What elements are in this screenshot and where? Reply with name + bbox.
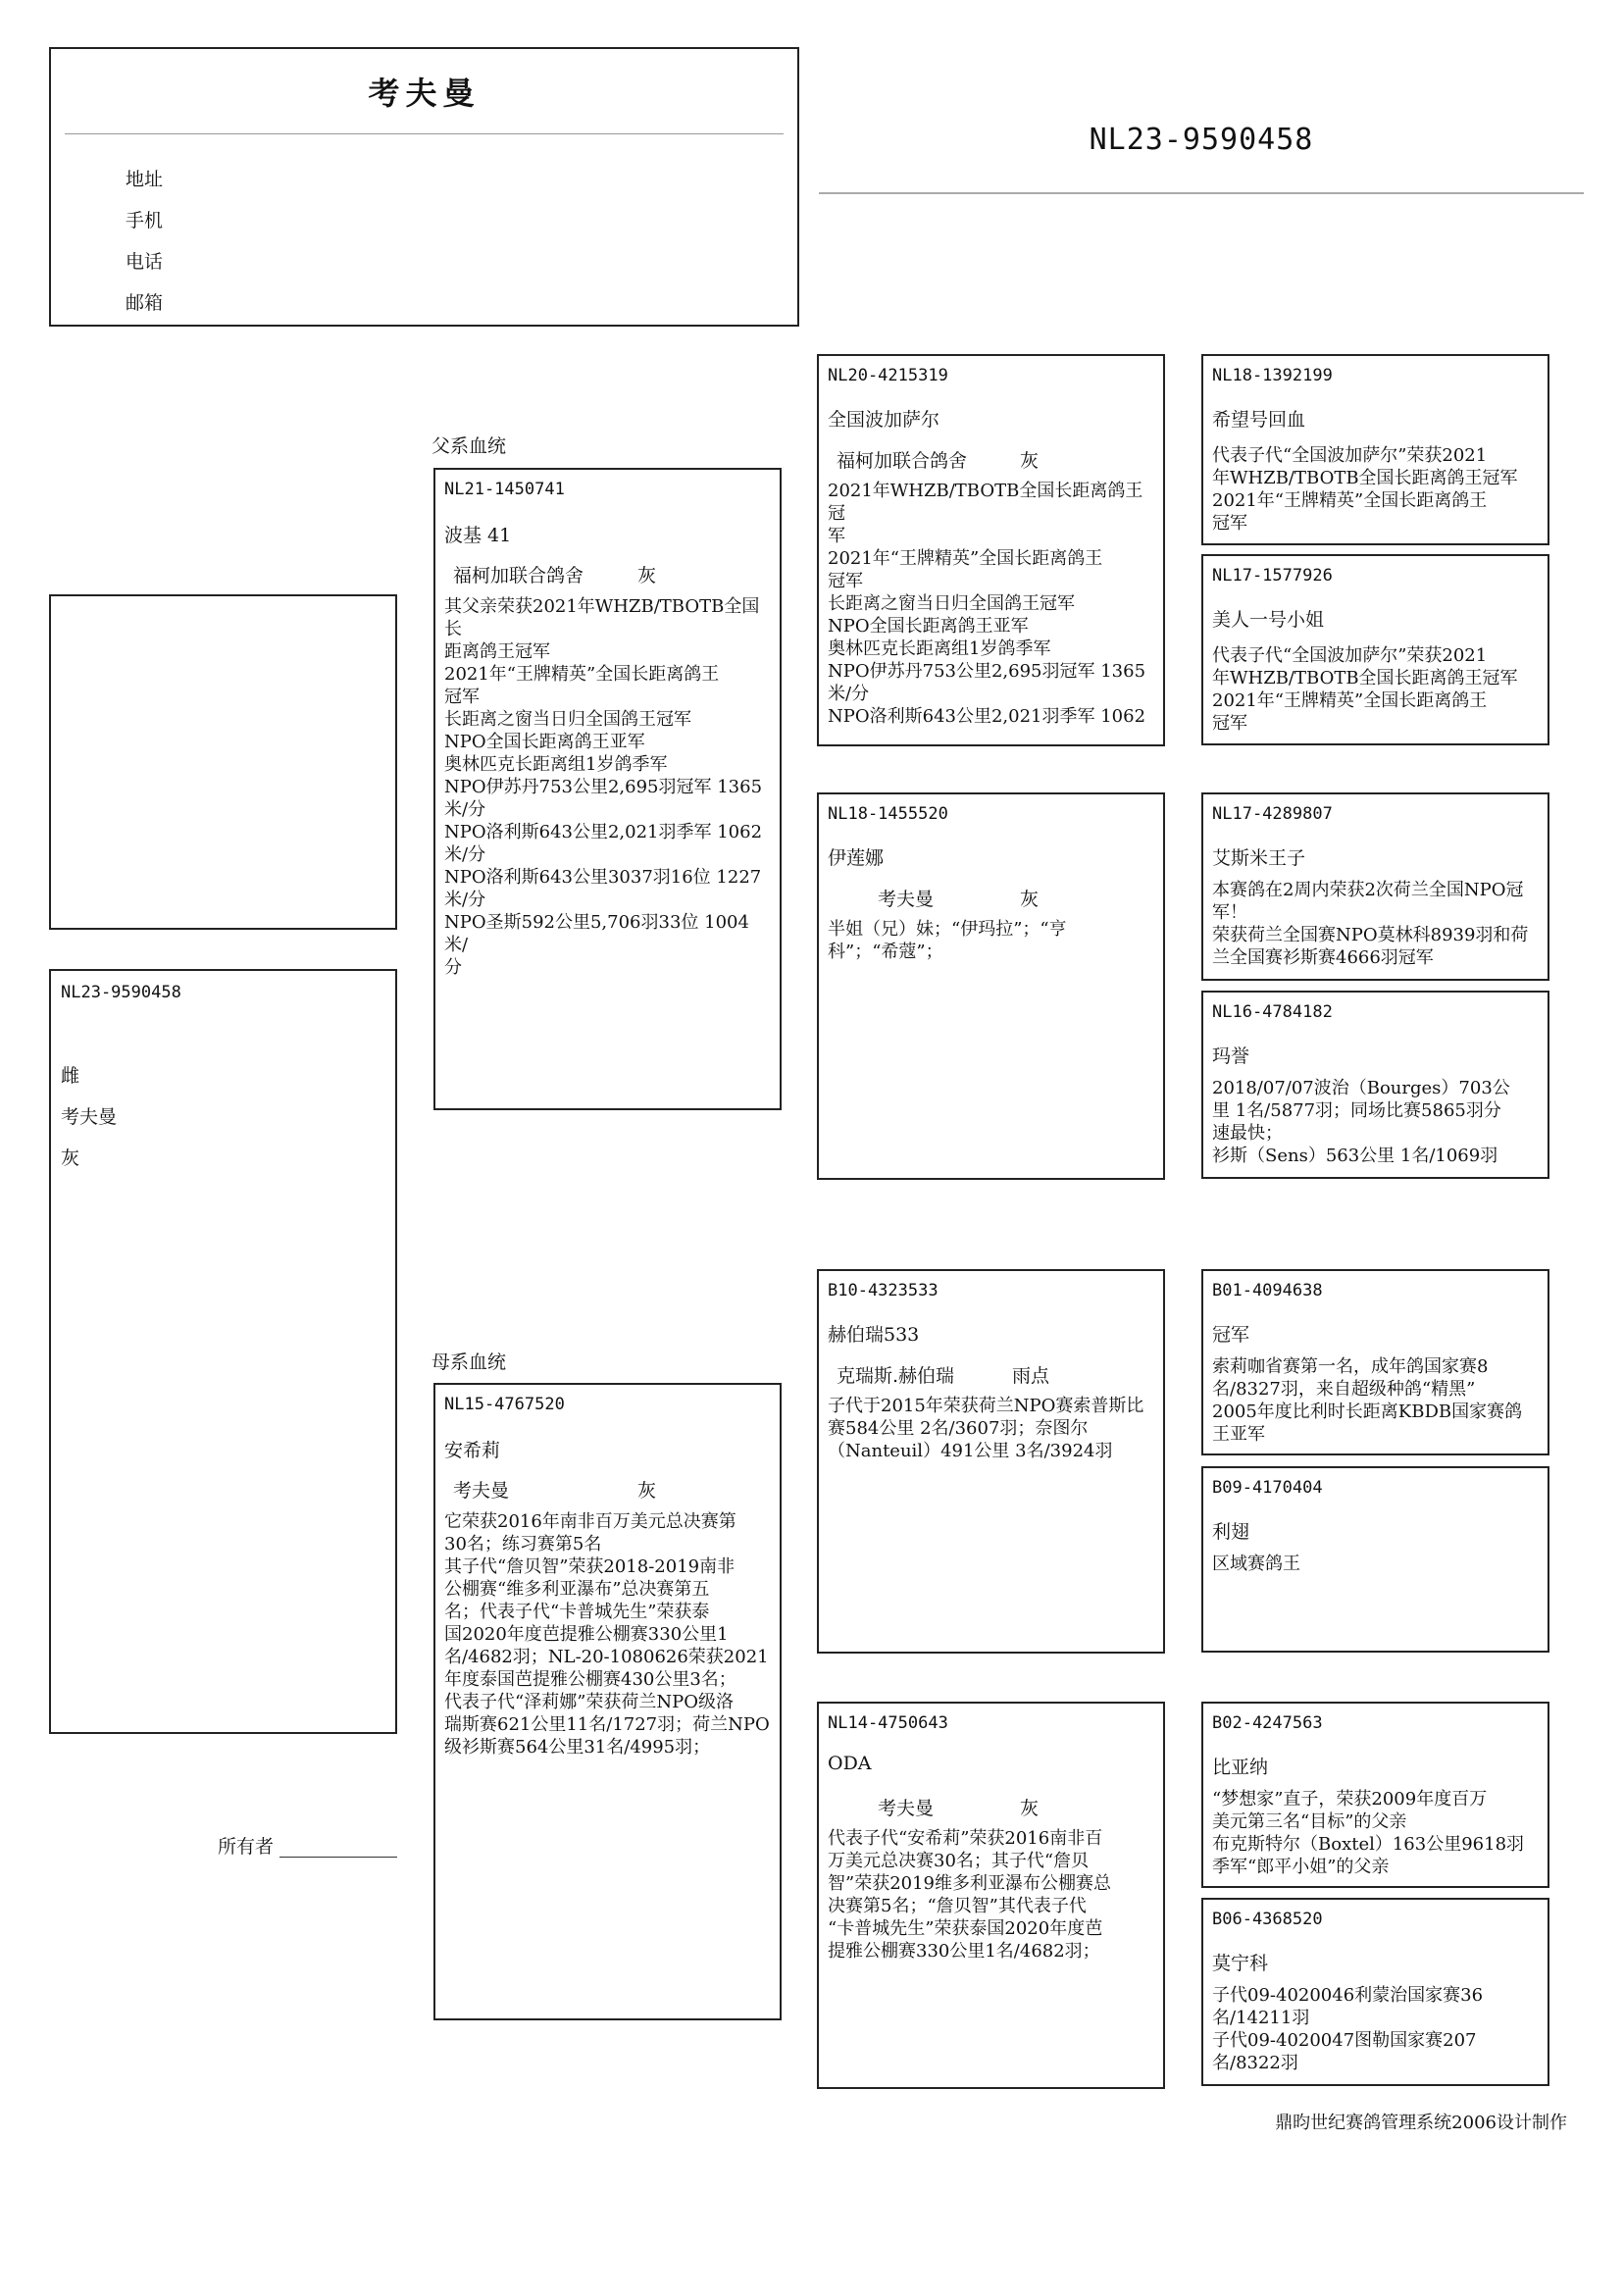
dam-sire-card bbox=[817, 1269, 1165, 1654]
ddd-description: 子代09-4020046利蒙治国家赛36 名/14211羽 子代09-4020047图勒国家赛207 名/8322羽 bbox=[1212, 1985, 1484, 2073]
dam-dam-sire-card bbox=[1201, 1702, 1549, 1888]
dam-sire-ring: B10-4323533 bbox=[828, 1281, 939, 1300]
sire-dam-description: 半姐（兄）妹；“伊玛拉”；“亨 科”；“希蔻”； bbox=[828, 919, 1067, 962]
dam-card bbox=[433, 1383, 782, 2020]
sire-sire-card bbox=[817, 354, 1165, 746]
dam-sire-loft: 克瑞斯.赫伯瑞 bbox=[837, 1365, 955, 1387]
sire-loft: 福柯加联合鸽舍 bbox=[453, 565, 584, 586]
subject-breeder: 考夫曼 bbox=[61, 1106, 118, 1128]
dam-line-label: 母系血统 bbox=[431, 1351, 507, 1373]
dsd-description: 区域赛鸽王 bbox=[1212, 1554, 1300, 1574]
sire-color: 灰 bbox=[637, 565, 657, 586]
subject-color: 灰 bbox=[61, 1147, 80, 1169]
sire-ring: NL21-1450741 bbox=[444, 480, 565, 499]
sire-dam-color: 灰 bbox=[1020, 889, 1040, 910]
sire-sire-ring: NL20-4215319 bbox=[828, 366, 948, 385]
title-divider bbox=[819, 192, 1584, 194]
dam-dam-description: 代表子代“安希莉”荣获2016南非百 万美元总决赛30名；其子代“詹贝 智”荣获2019维多利亚瀑布公棚赛总 决赛第5名；“詹贝智”其代表子代 “卡普城先生”荣获泰国2020年度芭 提雅公棚赛330公里1名/4682羽； bbox=[828, 1828, 1112, 1962]
sire-sire-sire-card bbox=[1201, 354, 1549, 545]
owner-label: 所有者 bbox=[218, 1836, 275, 1858]
sire-sire-color: 灰 bbox=[1020, 450, 1040, 472]
dam-dam-dam-card bbox=[1201, 1898, 1549, 2086]
sdd-description: 2018/07/07波治（Bourges）703公 里 1名/5877羽；同场比赛5865羽分 速最快； 衫斯（Sens）563公里 1名/1069羽 bbox=[1212, 1078, 1510, 1166]
address-label: 地址 bbox=[126, 169, 164, 190]
sire-dam-card bbox=[817, 792, 1165, 1180]
owner-signature-line bbox=[279, 1857, 397, 1858]
sss-name: 希望号回血 bbox=[1212, 409, 1306, 431]
dds-name: 比亚纳 bbox=[1212, 1757, 1269, 1778]
dss-description: 索莉咖省赛第一名，成年鸽国家赛8 名/8327羽，来自超级种鸽“精黑” 2005年度比利时长距离KBDB国家赛鸽 王亚军 bbox=[1212, 1356, 1523, 1445]
dds-ring: B02-4247563 bbox=[1212, 1713, 1323, 1733]
sdd-name: 玛誉 bbox=[1212, 1045, 1250, 1067]
subject-card bbox=[49, 969, 397, 1734]
subject-sex: 雌 bbox=[61, 1065, 80, 1087]
dsd-ring: B09-4170404 bbox=[1212, 1478, 1323, 1498]
sds-description: 本赛鸽在2周内荣获2次荷兰全国NPO冠 军！ 荣获荷兰全国赛NPO莫林科8939羽和荷 兰全国赛衫斯赛4666羽冠军 bbox=[1212, 880, 1529, 968]
dam-dam-color: 灰 bbox=[1020, 1798, 1040, 1819]
dam-name: 安希莉 bbox=[444, 1440, 501, 1461]
phone-label: 电话 bbox=[126, 251, 164, 273]
header-divider bbox=[65, 133, 784, 134]
sire-sire-name: 全国波加萨尔 bbox=[828, 409, 940, 431]
dam-dam-loft: 考夫曼 bbox=[878, 1798, 935, 1819]
sire-sire-loft: 福柯加联合鸽舍 bbox=[837, 450, 968, 472]
dsd-name: 利翅 bbox=[1212, 1521, 1250, 1543]
sire-dam-loft: 考夫曼 bbox=[878, 889, 935, 910]
mobile-label: 手机 bbox=[126, 210, 164, 231]
dss-name: 冠军 bbox=[1212, 1324, 1250, 1346]
sire-sire-description: 2021年WHZB/TBOTB全国长距离鸽王冠 军 2021年“王牌精英”全国长距离鸽王 冠军 长距离之窗当日归全国鸽王冠军 NPO全国长距离鸽王亚军 奥林匹克长距离组1岁鸽季军 NPO伊苏丹753公里2,695羽冠军 1365 米/分 NPO洛利斯643公里2,021羽季军 1062 bbox=[828, 481, 1146, 727]
dam-sire-color: 雨点 bbox=[1012, 1365, 1050, 1387]
dam-sire-dam-card bbox=[1201, 1466, 1549, 1653]
dam-sire-sire-card bbox=[1201, 1269, 1549, 1455]
dds-description: “梦想家”直子，荣获2009年度百万 美元第三名“目标”的父亲 布克斯特尔（Boxtel）163公里9618羽 季军“郎平小姐”的父亲 bbox=[1212, 1789, 1525, 1877]
sdd-ring: NL16-4784182 bbox=[1212, 1002, 1333, 1022]
dam-loft: 考夫曼 bbox=[453, 1480, 510, 1502]
sds-ring: NL17-4289807 bbox=[1212, 804, 1333, 824]
ddd-name: 莫宁科 bbox=[1212, 1953, 1269, 1974]
footer-credit: 鼎昀世纪赛鸽管理系统2006设计制作 bbox=[1275, 2113, 1567, 2133]
dam-description: 它荣获2016年南非百万美元总决赛第 30名；练习赛第5名 其子代“詹贝智”荣获2018-2019南非 公棚赛“维多利亚瀑布”总决赛第五 名；代表子代“卡普城先生”荣获泰 国2020年度芭提雅公棚赛330公里1 名/4682羽；NL-20-1080626荣获2021 年度泰国芭提雅公棚赛430公里3名； 代表子代“泽莉娜”荣获荷兰NPO级洛 瑞斯赛621公里11名/1727羽；荷兰NPO 级衫斯赛564公里31名/4995羽； bbox=[444, 1511, 770, 1758]
sire-dam-ring: NL18-1455520 bbox=[828, 804, 948, 824]
sire-name: 波基 41 bbox=[444, 525, 512, 546]
dam-ring: NL15-4767520 bbox=[444, 1395, 565, 1414]
pigeon-photo bbox=[49, 594, 397, 930]
sire-line-label: 父系血统 bbox=[431, 435, 507, 457]
sire-sire-dam-card bbox=[1201, 554, 1549, 745]
owner-info-box bbox=[49, 47, 799, 327]
sss-description: 代表子代“全国波加萨尔”荣获2021 年WHZB/TBOTB全国长距离鸽王冠军 2021年“王牌精英”全国长距离鸽王 冠军 bbox=[1212, 445, 1518, 534]
dss-ring: B01-4094638 bbox=[1212, 1281, 1323, 1300]
dam-sire-name: 赫伯瑞533 bbox=[828, 1324, 920, 1346]
dam-sire-description: 子代于2015年荣获荷兰NPO赛索普斯比 赛584公里 2名/3607羽；奈图尔 （Nanteuil）491公里 3名/3924羽 bbox=[828, 1396, 1144, 1461]
subject-ring-title: NL23-9590458 bbox=[1089, 123, 1314, 157]
sire-card bbox=[433, 468, 782, 1110]
ssd-name: 美人一号小姐 bbox=[1212, 609, 1325, 631]
dam-dam-card bbox=[817, 1702, 1165, 2089]
owner-name: 考夫曼 bbox=[368, 75, 481, 112]
sds-name: 艾斯米王子 bbox=[1212, 847, 1306, 869]
ddd-ring: B06-4368520 bbox=[1212, 1910, 1323, 1929]
sss-ring: NL18-1392199 bbox=[1212, 366, 1333, 385]
sire-dam-sire-card bbox=[1201, 792, 1549, 981]
sire-dam-dam-card bbox=[1201, 991, 1549, 1179]
sire-description: 其父亲荣获2021年WHZB/TBOTB全国长 距离鸽王冠军 2021年“王牌精英”全国长距离鸽王 冠军 长距离之窗当日归全国鸽王冠军 NPO全国长距离鸽王亚军 奥林匹克长距离组1岁鸽季军 NPO伊苏丹753公里2,695羽冠军 1365 米/分 NPO洛利斯643公里2,021羽季军 1062 米/分 NPO洛利斯643公里3037羽16位 1227 米/分 NPO圣斯592公里5,706羽33位 1004米/ 分 bbox=[444, 596, 763, 978]
email-label: 邮箱 bbox=[126, 292, 164, 314]
dam-color: 灰 bbox=[637, 1480, 657, 1502]
sire-dam-name: 伊莲娜 bbox=[828, 847, 885, 869]
ssd-ring: NL17-1577926 bbox=[1212, 566, 1333, 586]
dam-dam-name: ODA bbox=[828, 1753, 872, 1774]
subject-ring: NL23-9590458 bbox=[61, 983, 181, 1002]
ssd-description: 代表子代“全国波加萨尔”荣获2021 年WHZB/TBOTB全国长距离鸽王冠军 2021年“王牌精英”全国长距离鸽王 冠军 bbox=[1212, 645, 1518, 734]
dam-dam-ring: NL14-4750643 bbox=[828, 1713, 948, 1733]
